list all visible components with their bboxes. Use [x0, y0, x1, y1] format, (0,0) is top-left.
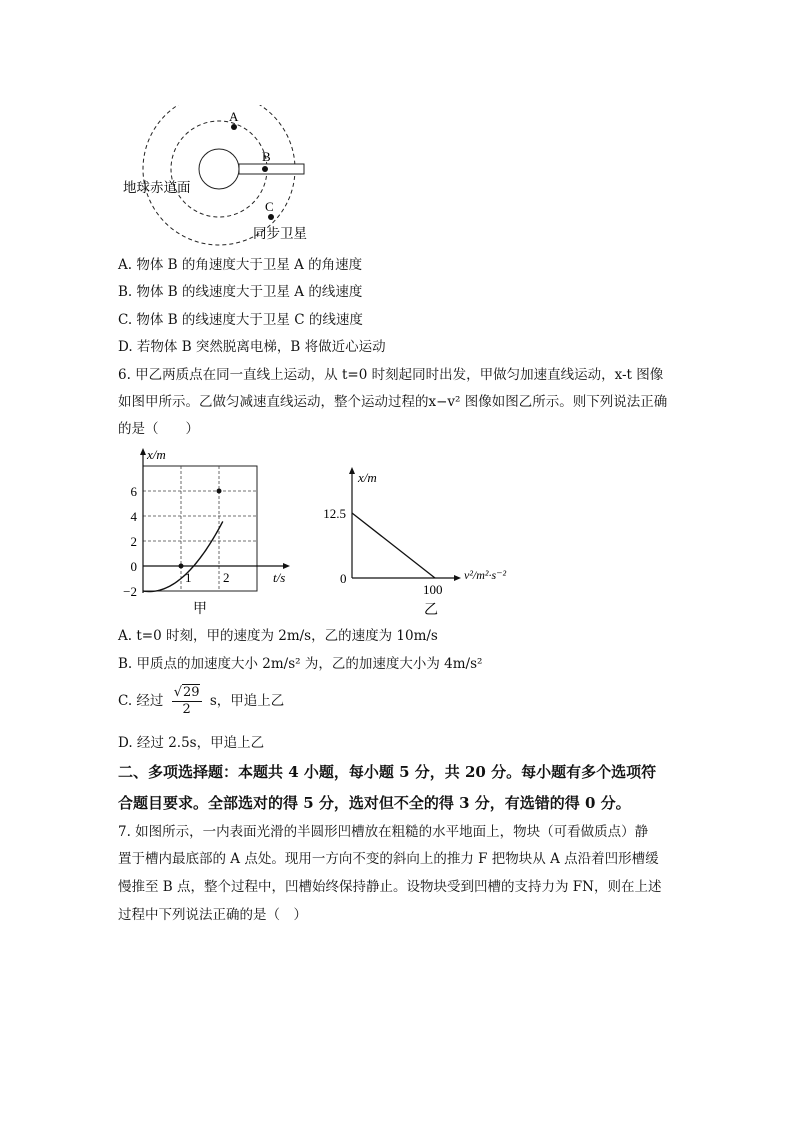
earth-circle — [199, 149, 239, 189]
y-tick-label: −2 — [123, 584, 137, 599]
chart-yi — [320, 462, 555, 620]
q5-option-c: C. 物体 B 的线速度大于卫星 C 的线速度 — [118, 312, 363, 328]
x-tick-label: 2 — [223, 570, 230, 585]
y-axis-label: x/m — [147, 447, 166, 462]
label-earth-equator: 地球赤道面 — [123, 180, 191, 195]
q7-line-3: 慢推至 B 点，整个过程中，凹槽始终保持静止。设物块受到凹槽的支持力为 FN，则在上述 — [118, 879, 662, 895]
q6-stem-line-3: 的是（ ） — [118, 421, 199, 437]
x-tick-label: 1 — [185, 570, 192, 585]
y-axis-arrow — [140, 448, 146, 455]
q6-option-b: B. 甲质点的加速度大小 2m/s² 为，乙的加速度大小为 4m/s² — [118, 656, 483, 672]
label-c: C — [265, 199, 274, 214]
x-axis-arrow — [454, 575, 461, 581]
q6-stem-line-2: 如图甲所示。乙做匀减速直线运动，整个运动过程的x−v² 图像如图乙所示。则下列说法正确 — [118, 394, 668, 410]
series-yi-line — [352, 513, 435, 578]
q6-option-c-numerator: 29 — [183, 685, 200, 700]
q5-satellite-figure — [115, 105, 325, 250]
x-tick-label-0: 0 — [340, 571, 347, 586]
point-b-dot — [262, 166, 268, 172]
q6-option-a: A. t=0 时刻，甲的速度为 2m/s，乙的速度为 10m/s — [118, 628, 438, 644]
q6-option-c-prefix: C. 经过 — [118, 693, 164, 709]
y-axis-label: x/m — [358, 470, 377, 485]
y-tick-label: 6 — [130, 484, 137, 499]
label-a: A — [229, 109, 239, 124]
label-b: B — [262, 149, 271, 164]
point-t2 — [217, 489, 222, 494]
section2-heading-line-2: 合题目要求。全部选对的得 5 分，选对但不全的得 3 分，有选错的得 0 分。 — [118, 794, 631, 812]
q6-option-c-denominator: 2 — [182, 702, 191, 717]
section2-heading-line-1: 二、多项选择题：本题共 4 小题，每小题 5 分，共 20 分。每小题有多个选项符 — [118, 763, 657, 781]
y-axis-arrow — [349, 467, 355, 474]
y-tick-label: 12.5 — [323, 506, 346, 521]
q7-line-2: 置于槽内最底部的 A 点处。现用一方向不变的斜向上的推力 F 把物块从 A 点沿着凹形槽缓 — [118, 851, 659, 867]
x-axis-label: v²/m²·s⁻² — [464, 568, 507, 582]
point-t1 — [179, 564, 184, 569]
q7-line-1: 7. 如图所示，一内表面光滑的半圆形凹槽放在粗糙的水平地面上，物块（可看做质点）静 — [118, 824, 649, 840]
q6-stem-line-1: 6. 甲乙两质点在同一直线上运动，从 t=0 时刻起同时出发，甲做匀加速直线运动，x-t 图像 — [118, 367, 664, 383]
label-synchronous-satellite: 同步卫星 — [253, 226, 307, 241]
grid-frame — [143, 466, 257, 591]
y-tick-label: 4 — [130, 509, 137, 524]
x-axis-label: t/s — [273, 570, 286, 585]
space-elevator — [239, 164, 304, 174]
series-jia-curve — [143, 521, 223, 591]
q6-option-c — [118, 683, 284, 719]
q6-option-c-suffix: s，甲追上乙 — [209, 693, 285, 709]
q5-option-a: A. 物体 B 的角速度大于卫星 A 的角速度 — [118, 257, 363, 273]
y-tick-label: 2 — [130, 534, 137, 549]
point-a-dot — [231, 124, 237, 130]
point-c-dot — [268, 214, 274, 220]
x-axis-arrow — [283, 563, 290, 569]
chart-jia — [115, 445, 310, 620]
q5-option-b: B. 物体 B 的线速度大于卫星 A 的线速度 — [118, 284, 363, 300]
chart-yi-caption: 乙 — [424, 603, 438, 618]
y-tick-label: 0 — [130, 559, 137, 574]
chart-jia-caption: 甲 — [193, 602, 207, 617]
q6-option-d: D. 经过 2.5s，甲追上乙 — [118, 735, 265, 751]
x-tick-label-100: 100 — [423, 582, 443, 597]
q5-option-d: D. 若物体 B 突然脱离电梯，B 将做近心运动 — [118, 339, 386, 355]
q7-line-4: 过程中下列说法正确的是（ ） — [118, 907, 307, 923]
q6-option-c-fraction: $\frac{√29}{2}$ — [173, 685, 200, 717]
